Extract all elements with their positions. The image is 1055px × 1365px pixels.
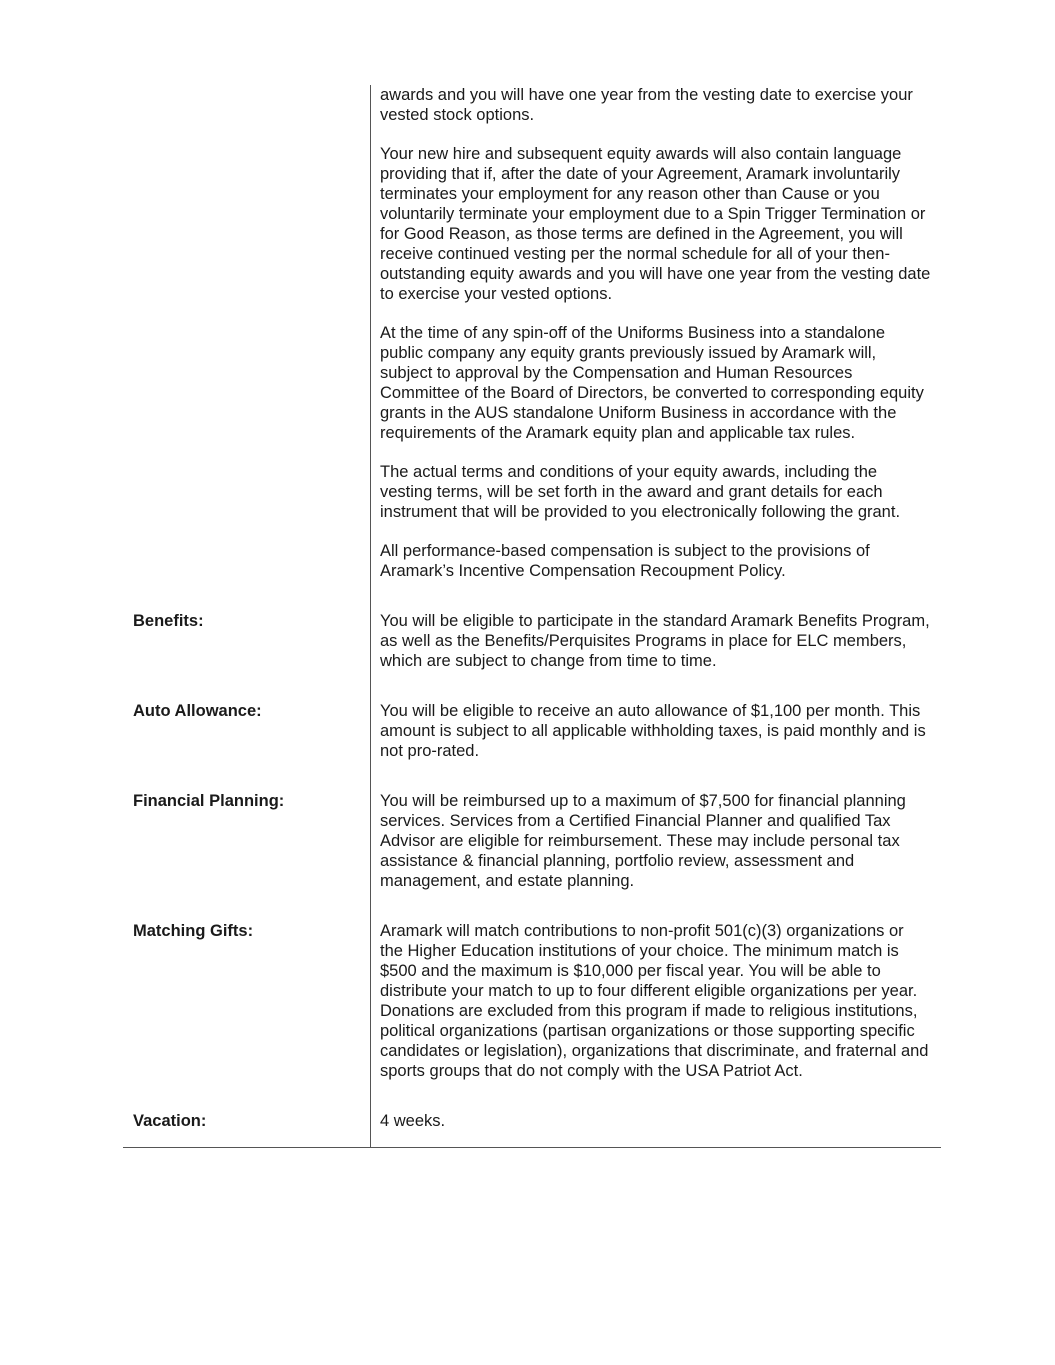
auto-allowance-text: You will be eligible to receive an auto allowance of $1,100 per month. This amount is subject to all applicable withholding taxes, is paid monthly and is not pro-rated. (380, 702, 926, 760)
column-divider (370, 85, 371, 1147)
benefits-label: Benefits: (133, 612, 204, 630)
financial-planning-label: Financial Planning: (133, 792, 285, 810)
equity-paragraph: The actual terms and conditions of your equity awards, including the vesting terms, will be set forth in the award and grant details for each instrument that will be provided to you electronically following the grant. (380, 463, 901, 521)
financial-planning-text: You will be reimbursed up to a maximum of $7,500 for financial planning services. Services from a Certified Financial Planner and qualified Tax Advisor are eligible for reimbursement. These may include personal tax assistance & financial planning, portfolio review, assessment and management, and estate planning. (380, 792, 906, 890)
vacation-text: 4 weeks. (380, 1112, 446, 1130)
benefits-row (123, 611, 941, 701)
auto-allowance-row (123, 701, 941, 791)
equity-paragraph: Your new hire and subsequent equity awards will also contain language providing that if, after the date of your Agreement, Aramark involuntarily terminates your employment for any reason other than Cause or you voluntarily terminate your employment due to a Spin Trigger Termination or for Good Reason, as those terms are defined in the Agreement, you will receive continued vesting per the normal schedule for all of your then-outstanding equity awards and you will have one year from the vesting date to exercise your vested options. (380, 145, 931, 303)
equity-content-cell (371, 85, 931, 581)
vacation-label: Vacation: (133, 1112, 207, 1130)
equity-continued-row (123, 85, 941, 611)
equity-paragraph: All performance-based compensation is subject to the provisions of Aramark’s Incentive Compensation Recoupment Policy. (380, 542, 870, 580)
terms-table (123, 85, 941, 1148)
equity-label-cell (123, 85, 371, 581)
financial-planning-row (123, 791, 941, 921)
matching-gifts-text: Aramark will match contributions to non-profit 501(c)(3) organizations or the Higher Education institutions of your choice. The minimum match is $500 and the maximum is $10,000 per fiscal year. You will be able to distribute your match to up to four different eligible organizations per year. Donations are excluded from this program if made to religious institutions, political organizations (partisan organizations or those supporting specific candidates or legislation), organizations that discriminate, and fraternal and sports groups that do not comply with the USA Patriot Act. (380, 922, 929, 1080)
matching-gifts-label: Matching Gifts: (133, 922, 254, 940)
benefits-text: You will be eligible to participate in the standard Aramark Benefits Program, as well as the Benefits/Perquisites Programs in place for ELC members, which are subject to change from time to time. (380, 612, 930, 670)
equity-paragraph: awards and you will have one year from the vesting date to exercise your vested stock options. (380, 86, 913, 124)
auto-allowance-label: Auto Allowance: (133, 702, 262, 720)
equity-paragraph: At the time of any spin-off of the Uniforms Business into a standalone public company any equity grants previously issued by Aramark will, subject to approval by the Compensation and Human Resources Committee of the Board of Directors, be converted to corresponding equity grants in the AUS standalone Uniform Business in accordance with the requirements of the Aramark equity plan and applicable tax rules. (380, 324, 924, 442)
vacation-row (123, 1111, 941, 1147)
matching-gifts-row (123, 921, 941, 1111)
